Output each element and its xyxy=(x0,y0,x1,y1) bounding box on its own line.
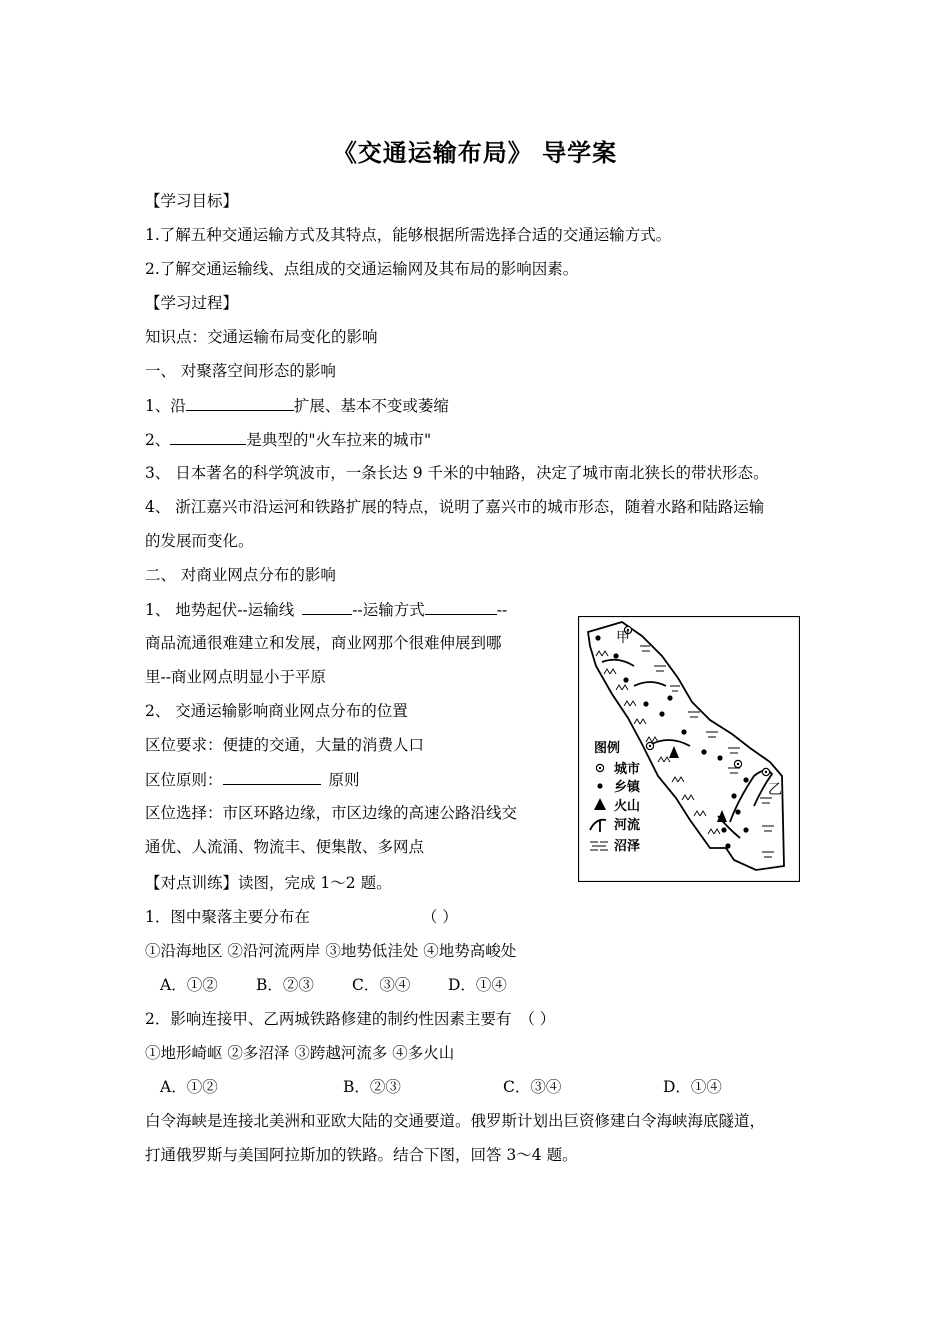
page-title: 《交通运输布局》 导学案 xyxy=(332,138,618,167)
city-label-yi: 乙 xyxy=(768,782,782,798)
s1-item-2 xyxy=(145,429,431,450)
s1-item-3: 3、 日本著名的科学筑波市，一条长达 9 千米的中轴路，决定了城市南北狭长的带状形态。 xyxy=(145,464,769,482)
s1-item-4b: 的发展而变化。 xyxy=(145,532,254,550)
s1-item-1-post: 扩展、基本不变或萎缩 xyxy=(293,397,449,415)
goals-heading: 【学习目标】 xyxy=(145,192,239,210)
q2-option-a[interactable]: A．①② xyxy=(160,1078,218,1096)
s2-item-1-mid: --运输方式 xyxy=(352,601,425,619)
q1-options xyxy=(160,975,544,995)
q1-choices: ①沿海地区 ②沿河流两岸 ③地势低洼处 ④地势高峻处 xyxy=(145,942,517,960)
legend-title: 图例 xyxy=(594,741,621,756)
process-heading: 【学习过程】 xyxy=(145,294,239,312)
s1-item-1-pre: 1、沿 xyxy=(145,397,186,415)
bering-intro-b: 打通俄罗斯与美国阿拉斯加的铁路。结合下图，回答 3～4 题。 xyxy=(145,1146,578,1164)
goal-item-1: 1.了解五种交通运输方式及其特点，能够根据所需选择合适的交通运输方式。 xyxy=(145,226,672,244)
fill-blank-4[interactable] xyxy=(425,599,497,615)
q2-option-d[interactable]: D．①④ xyxy=(663,1078,722,1096)
s1-item-2-post: 是典型的"火车拉来的城市" xyxy=(246,431,432,449)
location-requirement: 区位要求：便捷的交通，大量的消费人口 xyxy=(145,736,425,754)
knowledge-point: 知识点：交通运输布局变化的影响 xyxy=(145,328,378,346)
s1-item-4a: 4、 浙江嘉兴市沿运河和铁路扩展的特点，说明了嘉兴市的城市形态，随着水路和陆路运输 xyxy=(145,498,765,516)
s1-item-2-pre: 2、 xyxy=(145,431,171,449)
q1-answer-paren[interactable]: （ ） xyxy=(421,908,458,926)
practice-heading: 【对点训练】读图，完成 1～2 题。 xyxy=(145,874,392,892)
fill-blank-3[interactable] xyxy=(302,599,352,615)
legend-swamp-label: 沼泽 xyxy=(614,839,641,854)
fill-blank-1[interactable] xyxy=(186,395,294,411)
q2-option-b[interactable]: B．②③ xyxy=(343,1078,401,1096)
goal-item-2: 2.了解交通运输线、点组成的交通运输网及其布局的影响因素。 xyxy=(145,260,579,278)
s2-item-1-pre: 1、 地势起伏--运输线 xyxy=(145,601,295,619)
fill-blank-5[interactable] xyxy=(223,769,321,785)
location-principle xyxy=(145,769,360,790)
q1-option-d[interactable]: D．①④ xyxy=(448,976,507,994)
q2-stem: 2．影响连接甲、乙两城铁路修建的制约性因素主要有 xyxy=(145,1010,512,1028)
principle-post: 原则 xyxy=(328,771,360,789)
legend-river-label: 河流 xyxy=(614,818,641,833)
principle-pre: 区位原则： xyxy=(145,771,223,789)
s1-item-1 xyxy=(145,395,449,416)
q1-stem: 1．图中聚落主要分布在 xyxy=(145,908,310,926)
q2-options xyxy=(160,1077,743,1097)
q1-option-b[interactable]: B．②③ xyxy=(256,976,314,994)
fill-blank-2[interactable] xyxy=(170,429,246,445)
question-1 xyxy=(145,907,458,927)
q2-option-c[interactable]: C．③④ xyxy=(503,1078,562,1096)
q2-choices: ①地形崎岖 ②多沼泽 ③跨越河流多 ④多火山 xyxy=(145,1044,455,1062)
legend-city-label: 城市 xyxy=(614,762,641,777)
s2-item-1 xyxy=(145,599,507,620)
s2-item-1-post: -- xyxy=(496,601,508,619)
section-2-title: 二、 对商业网点分布的影响 xyxy=(145,566,336,584)
s2-item-1c: 里--商业网点明显小于平原 xyxy=(145,668,326,686)
bering-intro-a: 白令海峡是连接北美洲和亚欧大陆的交通要道。俄罗斯计划出巨资修建白令海峡海底隧道， xyxy=(145,1112,766,1130)
city-label-jia: 甲 xyxy=(616,630,630,646)
legend-volcano-label: 火山 xyxy=(614,799,641,814)
legend-town-label: 乡镇 xyxy=(614,780,641,795)
q2-answer-paren[interactable]: （ ） xyxy=(519,1010,556,1028)
legend-town-icon xyxy=(597,783,602,788)
q1-option-c[interactable]: C．③④ xyxy=(352,976,411,994)
s2-item-2: 2、 交通运输影响商业网点分布的位置 xyxy=(145,702,408,720)
q1-option-a[interactable]: A．①② xyxy=(160,976,218,994)
settlement-map xyxy=(578,616,800,882)
section-1-title: 一、 对聚落空间形态的影响 xyxy=(145,362,336,380)
question-2 xyxy=(145,1009,555,1029)
location-choice-b: 通优、人流涌、物流丰、便集散、多网点 xyxy=(145,838,425,856)
s2-item-1b: 商品流通很难建立和发展，商业网那个很难伸展到哪 xyxy=(145,634,502,652)
location-choice-a: 区位选择：市区环路边缘，市区边缘的高速公路沿线交 xyxy=(145,804,518,822)
